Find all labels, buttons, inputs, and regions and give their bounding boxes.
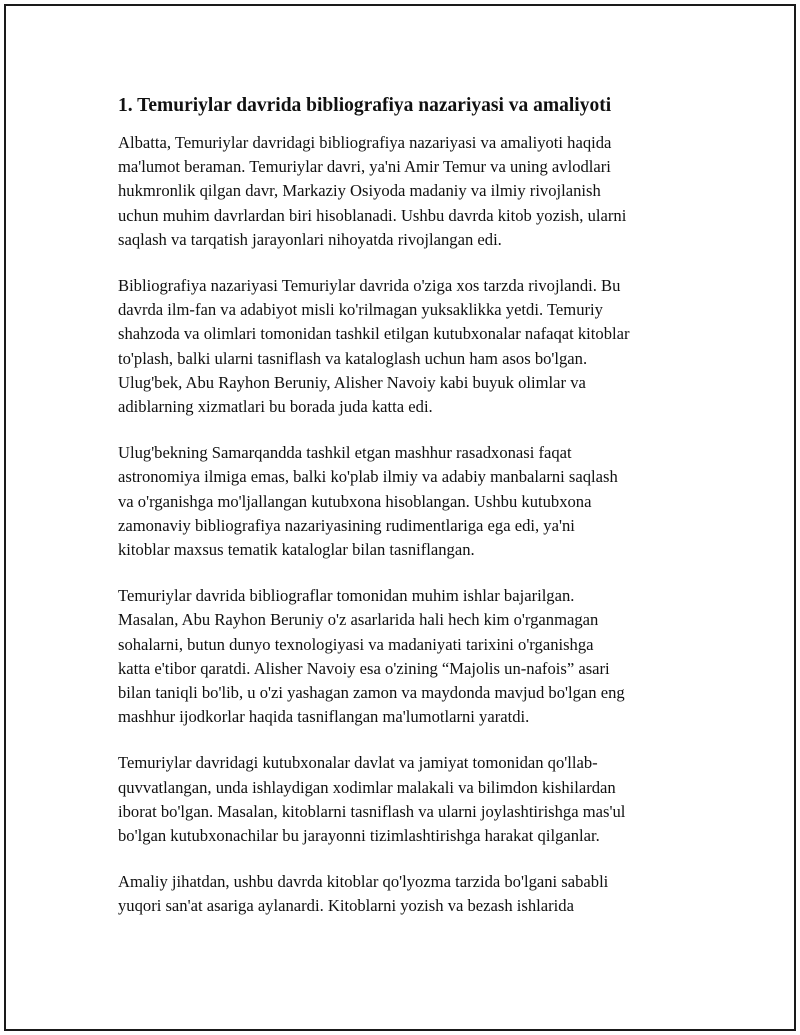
text-line: ma'lumot beraman. Temuriylar davri, ya'ni Amir Temur va uning avlodlari xyxy=(118,157,611,177)
text-line: zamonaviy bibliografiya nazariyasining rudimentlariga ega edi, ya'ni xyxy=(118,515,575,535)
text-line: uchun muhim davrlardan biri hisoblanadi. Ushbu davrda kitob yozish, ularni xyxy=(118,205,627,225)
text-line: Albatta, Temuriylar davridagi bibliografiya nazariyasi va amaliyoti haqida xyxy=(118,133,612,152)
text-line: hukmronlik qilgan davr, Markaziy Osiyoda madaniy va ilmiy rivojlanish xyxy=(118,181,601,201)
paragraph-2 xyxy=(118,274,688,419)
text-line: sohalarni, butun dunyo texnologiyasi va madaniyati tarixini o'rganishga xyxy=(118,634,594,654)
text-line: davrda ilm-fan va adabiyot misli ko'rilmagan yuksaklikka yetdi. Temuriy xyxy=(118,300,603,320)
text-line: iborat bo'lgan. Masalan, kitoblarni tasniflash va ularni joylashtirishga mas'ul xyxy=(118,801,626,821)
document-body xyxy=(118,93,688,941)
text-line: to'plash, balki ularni tasniflash va kataloglash uchun ham asos bo'lgan. xyxy=(118,348,588,368)
text-line: Ulug'bek, Abu Rayhon Beruniy, Alisher Navoiy kabi buyuk olimlar va xyxy=(118,372,586,392)
text-line: adiblarning xizmatlari bu borada juda katta edi. xyxy=(118,397,433,417)
text-line: yuqori san'at asariga aylanardi. Kitoblarni yozish va bezash ishlarida xyxy=(118,896,574,916)
text-line: mashhur ijodkorlar haqida tasniflangan ma'lumotlarni yaratdi. xyxy=(118,707,530,727)
paragraph-4 xyxy=(118,584,688,729)
text-line: bilan taniqli bo'lib, u o'zi yashagan zamon va maydonda mavjud bo'lgan eng xyxy=(118,683,625,703)
text-line: astronomiya ilmiga emas, balki ko'plab ilmiy va adabiy manbalarni saqlash xyxy=(118,467,618,487)
text-line: Amaliy jihatdan, ushbu davrda kitoblar qo'lyozma tarzida bo'lgani sababli xyxy=(118,872,609,892)
text-line: Temuriylar davridagi kutubxonalar davlat va jamiyat tomonidan qo'llab- xyxy=(118,753,598,773)
paragraph-5 xyxy=(118,751,688,848)
text-line: Bibliografiya nazariyasi Temuriylar davrida o'ziga xos tarzda rivojlandi. Bu xyxy=(118,276,621,296)
text-line: bo'lgan kutubxonachilar bu jarayonni tizimlashtirishga harakat qilganlar. xyxy=(118,826,600,846)
text-line: Masalan, Abu Rayhon Beruniy o'z asarlarida hali hech kim o'rganmagan xyxy=(118,610,599,630)
text-line: Ulug'bekning Samarqandda tashkil etgan mashhur rasadxonasi faqat xyxy=(118,443,572,463)
text-line: shahzoda va olimlari tomonidan tashkil etilgan kutubxonalar nafaqat kitoblar xyxy=(118,324,630,344)
paragraph-6 xyxy=(118,870,688,918)
text-line: katta e'tibor qaratdi. Alisher Navoiy esa o'zining “Majolis un-nafois” asari xyxy=(118,658,610,678)
text-line: saqlash va tarqatish jarayonlari nihoyatda rivojlangan edi. xyxy=(118,229,502,249)
text-line: va o'rganishga mo'ljallangan kutubxona hisoblangan. Ushbu kutubxona xyxy=(118,491,592,511)
document-title: 1. Temuriylar davrida bibliografiya nazariyasi va amaliyoti xyxy=(118,95,612,116)
paragraph-1 xyxy=(118,131,688,252)
text-line: quvvatlangan, unda ishlaydigan xodimlar malakali va bilimdon kishilardan xyxy=(118,777,616,797)
paragraph-3 xyxy=(118,441,688,562)
text-line: kitoblar maxsus tematik kataloglar bilan tasniflangan. xyxy=(118,540,475,560)
text-line: Temuriylar davrida bibliograflar tomonidan muhim ishlar bajarilgan. xyxy=(118,586,575,606)
